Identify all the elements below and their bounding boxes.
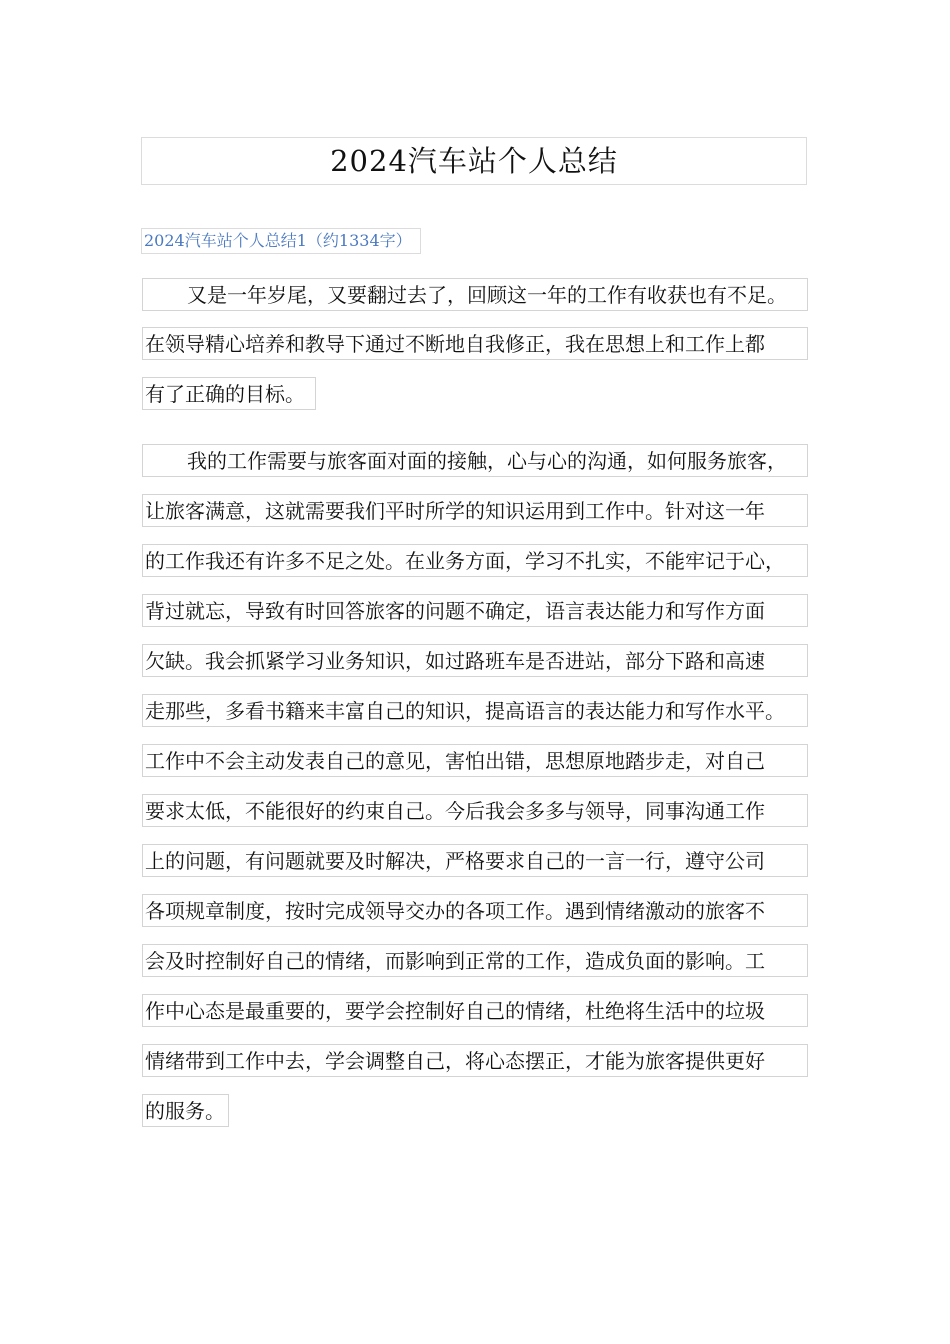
text-line: 工作中不会主动发表自己的意见，害怕出错，思想原地踏步走，对自己 <box>142 744 808 777</box>
text-line: 走那些，多看书籍来丰富自己的知识，提高语言的表达能力和写作水平。 <box>142 694 808 727</box>
section-subtitle-box <box>141 228 421 254</box>
text-line: 让旅客满意，这就需要我们平时所学的知识运用到工作中。针对这一年 <box>142 494 808 527</box>
text-line: 欠缺。我会抓紧学习业务知识，如过路班车是否进站，部分下路和高速 <box>142 644 808 677</box>
document-title: 2024汽车站个人总结 <box>330 143 618 178</box>
text-line: 有了正确的目标。 <box>142 377 316 410</box>
text-line: 的工作我还有许多不足之处。在业务方面，学习不扎实，不能牢记于心， <box>142 544 808 577</box>
section-subtitle: 2024汽车站个人总结1（约1334字） <box>144 231 412 250</box>
document-title-box <box>141 137 807 185</box>
text-line: 上的问题，有问题就要及时解决，严格要求自己的一言一行，遵守公司 <box>142 844 808 877</box>
text-line: 又是一年岁尾，又要翻过去了，回顾这一年的工作有收获也有不足。 <box>142 278 808 311</box>
text-line: 要求太低，不能很好的约束自己。今后我会多多与领导，同事沟通工作 <box>142 794 808 827</box>
text-line: 的服务。 <box>142 1094 229 1127</box>
text-line: 背过就忘，导致有时回答旅客的问题不确定，语言表达能力和写作方面 <box>142 594 808 627</box>
text-line: 会及时控制好自己的情绪，而影响到正常的工作，造成负面的影响。工 <box>142 944 808 977</box>
text-line: 各项规章制度，按时完成领导交办的各项工作。遇到情绪激动的旅客不 <box>142 894 808 927</box>
text-line: 情绪带到工作中去，学会调整自己，将心态摆正，才能为旅客提供更好 <box>142 1044 808 1077</box>
text-line: 作中心态是最重要的，要学会控制好自己的情绪，杜绝将生活中的垃圾 <box>142 994 808 1027</box>
text-line: 在领导精心培养和教导下通过不断地自我修正，我在思想上和工作上都 <box>142 327 808 360</box>
text-line: 我的工作需要与旅客面对面的接触，心与心的沟通，如何服务旅客， <box>142 444 808 477</box>
